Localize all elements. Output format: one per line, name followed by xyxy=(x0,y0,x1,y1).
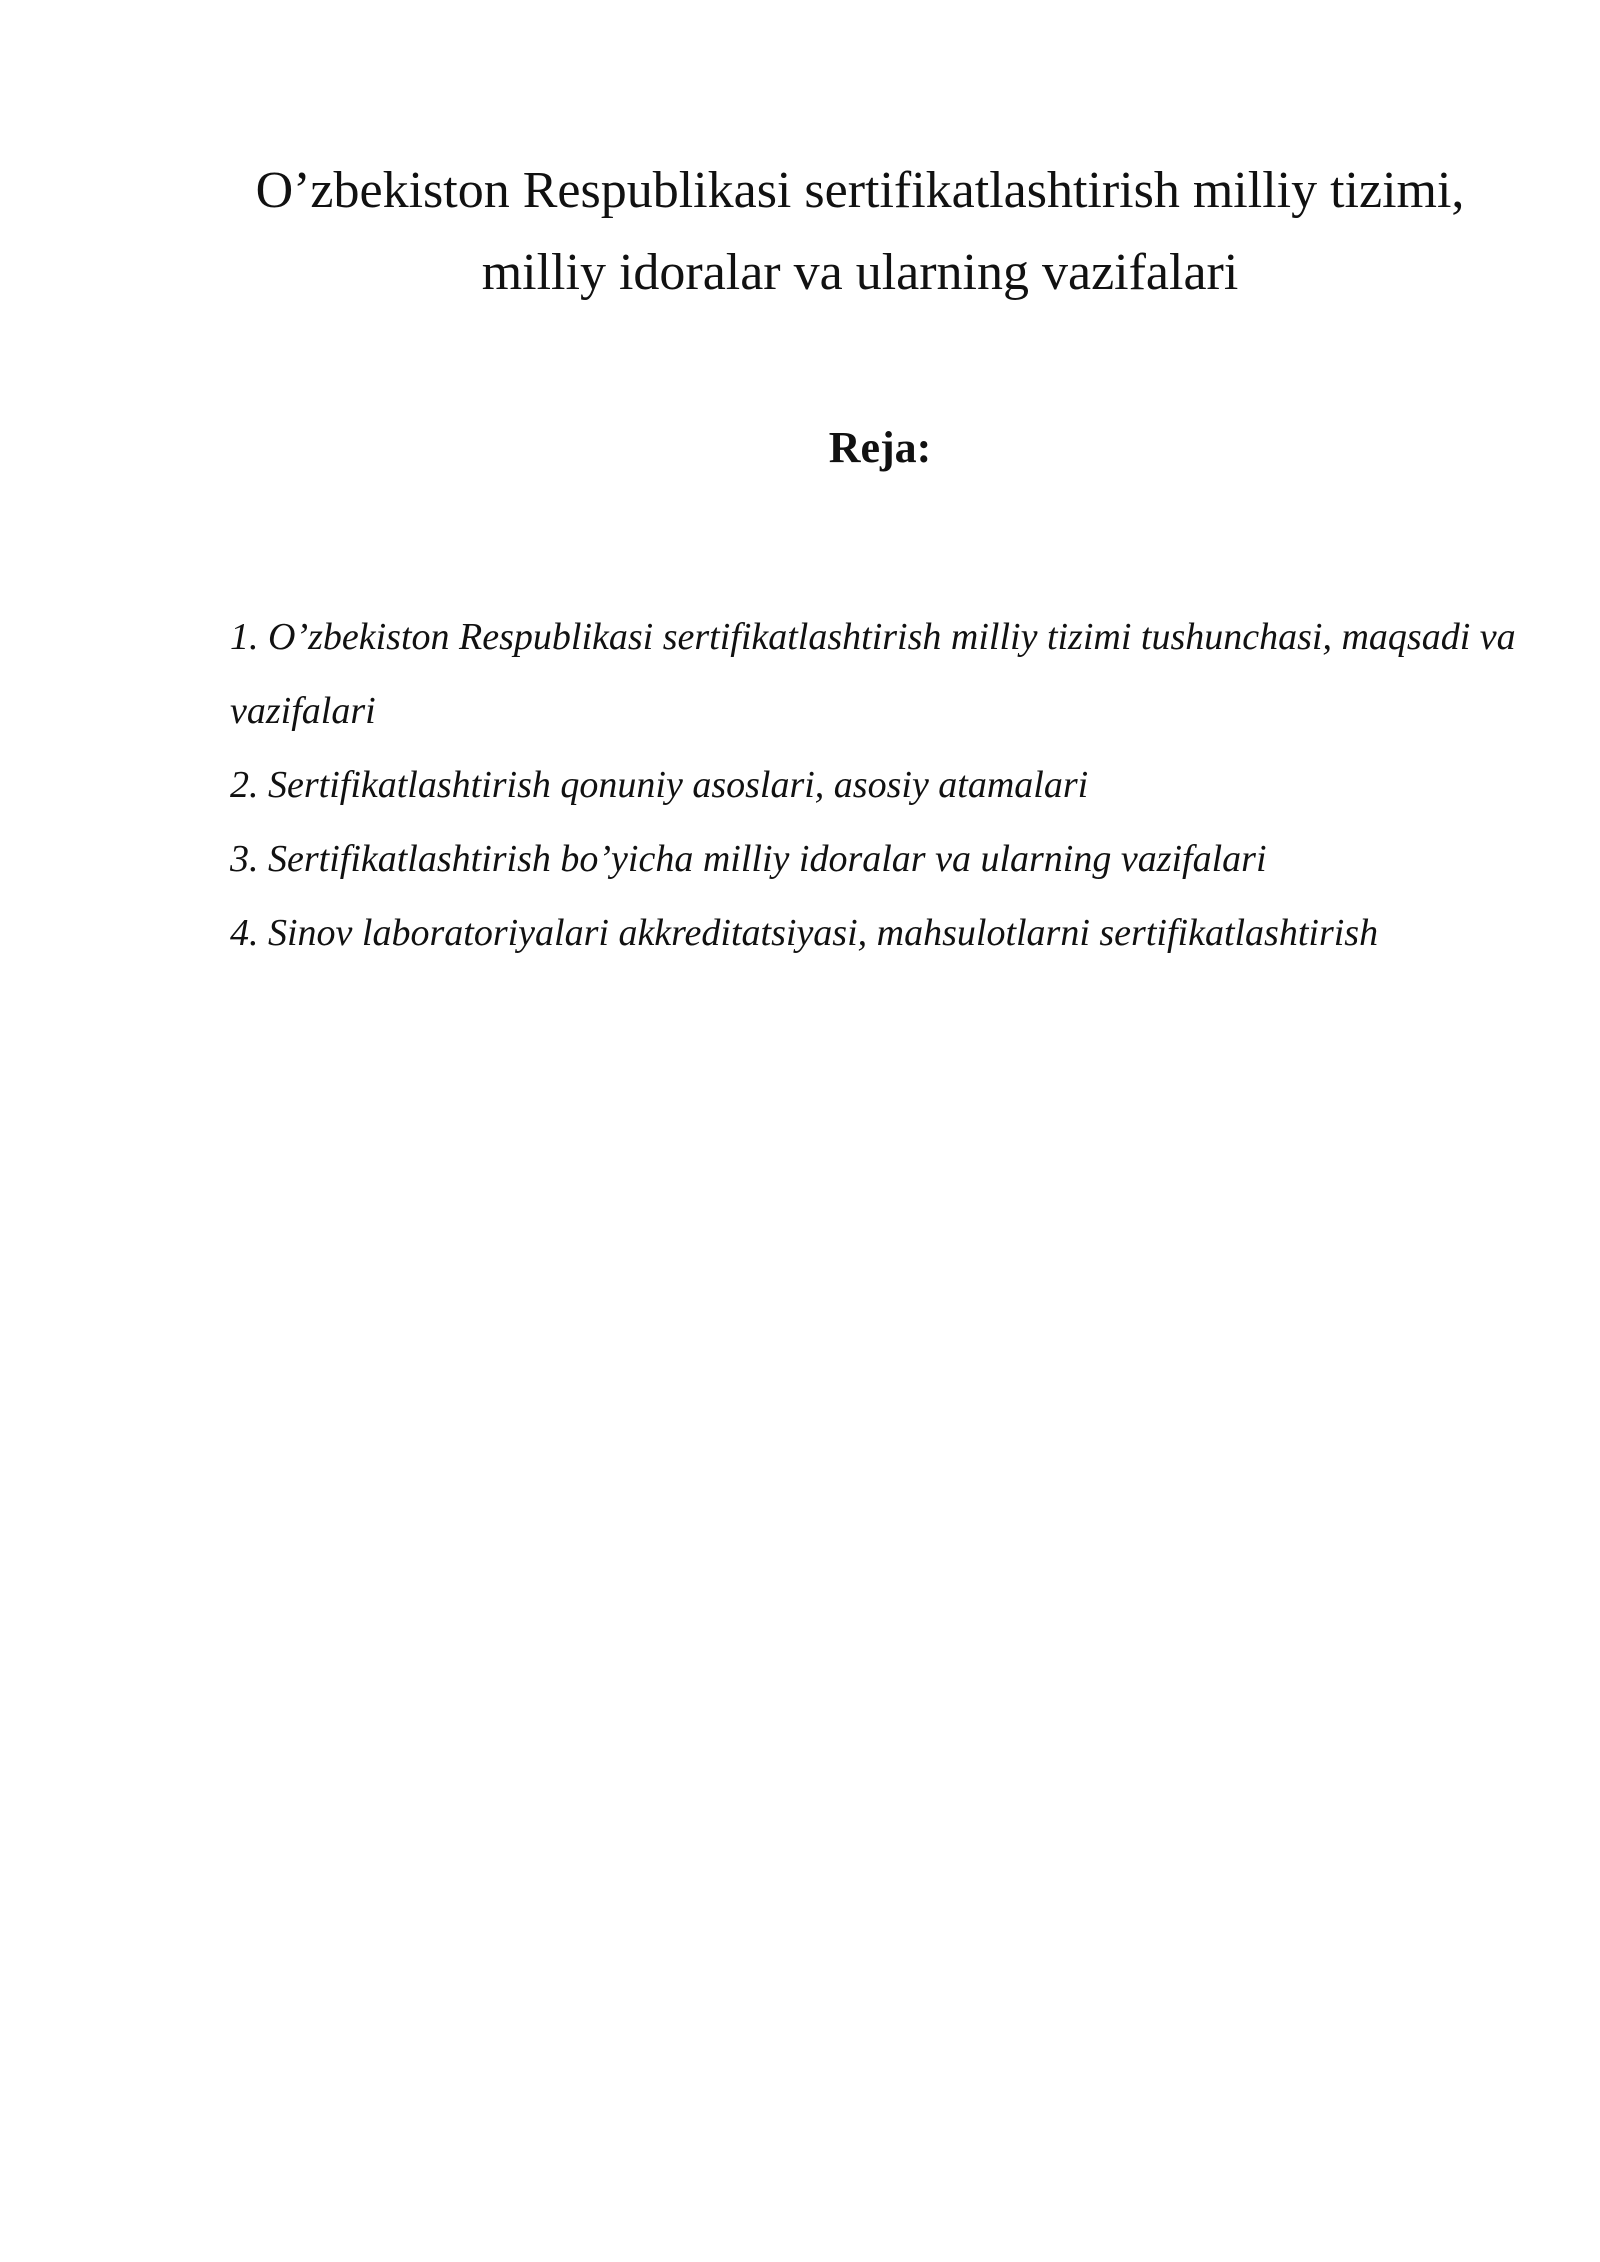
document-title: O’zbekiston Respublikasi sertifikatlashtirish milliy tizimi, milliy idoralar va ularning vazifalari xyxy=(255,162,1465,301)
plan-item-1: 1. O’zbekiston Respublikasi sertifikatlashtirish milliy tizimi tushunchasi, maqsadi va vazifalari xyxy=(230,616,1516,732)
plan-item-4: 4. Sinov laboratoriyalari akkreditatsiyasi, mahsulotlarni sertifikatlashtirish xyxy=(230,912,1379,954)
plan-item-3: 3. Sertifikatlashtirish bo’yicha milliy idoralar va ularning vazifalari xyxy=(230,838,1267,880)
plan-list xyxy=(230,600,1530,970)
plan-heading: Reja: xyxy=(828,423,932,472)
plan-item-2: 2. Sertifikatlashtirish qonuniy asoslari, asosiy atamalari xyxy=(230,764,1089,806)
